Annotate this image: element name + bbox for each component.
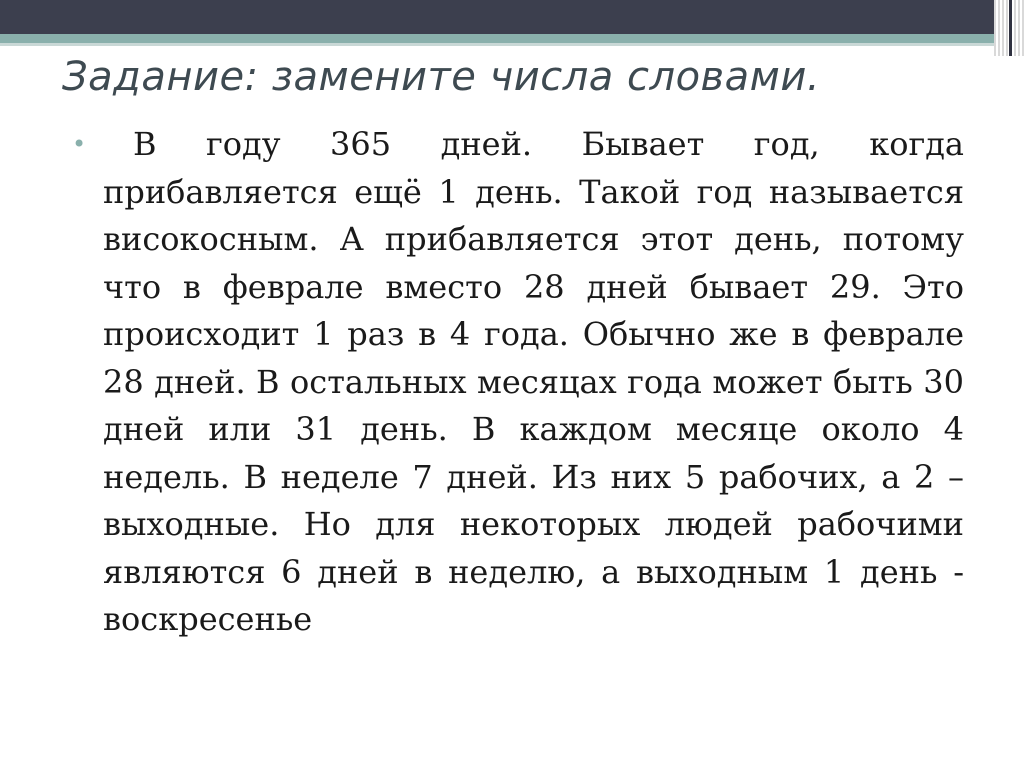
accent-stripe [0,34,1024,43]
accent-stripe-thin [0,43,1024,46]
top-decorative-bar [0,0,1024,34]
slide-title: Задание: замените числа словами. [62,54,821,100]
task-paragraph: В году 365 дней. Бывает год, когда прибавляется ещё 1 день. Такой год называется високосным. А прибавляется этот день, потому что в феврале вместо 28 дней бывает 29. Это происходит 1 раз в 4 года. Обычно же в феврале 28 дней. В остальных месяцах года может быть 30 дней или 31 день. В каждом месяце около 4 недель. В неделе 7 дней. Из них 5 рабочих, а 2 – выходные. Но для некоторых людей рабочими являются 6 дней в неделю, а выходным 1 день - воскресенье [103,125,964,638]
bullet-icon: • [72,130,87,158]
corner-dark-line [1009,0,1012,56]
